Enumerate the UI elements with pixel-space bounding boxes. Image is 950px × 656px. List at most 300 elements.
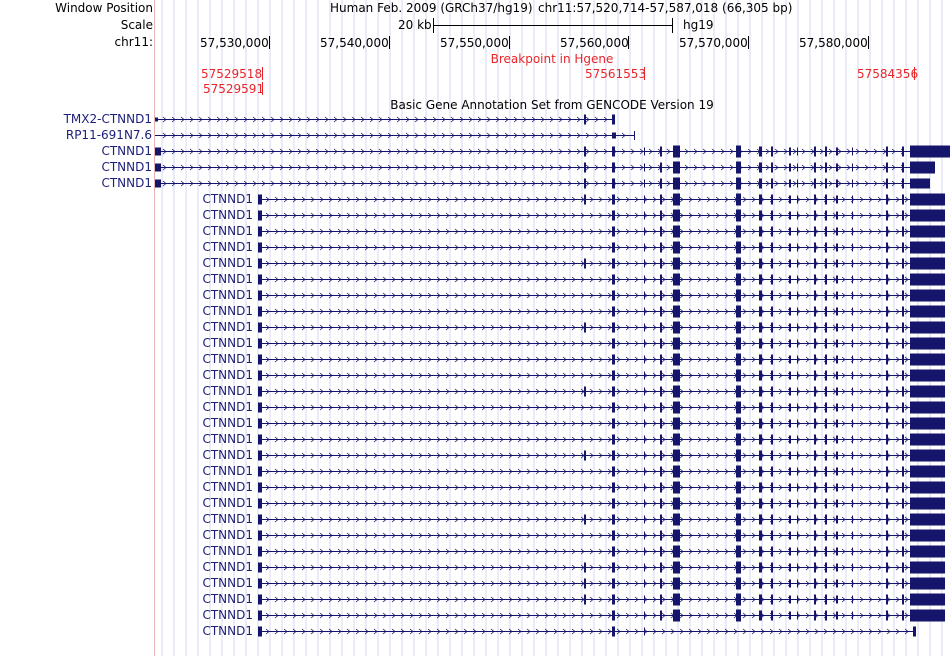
exon-block [258, 611, 262, 621]
exon-block [886, 483, 888, 493]
exon-block [673, 258, 680, 270]
exon-block [771, 371, 773, 381]
exon-block [836, 500, 838, 508]
exon-block [771, 531, 773, 541]
exon-block [814, 307, 816, 317]
gene-label[interactable]: CTNND1 [202, 400, 253, 414]
exon-block [258, 275, 262, 285]
exon-block [797, 548, 798, 556]
exon-block [886, 147, 888, 157]
ruler-tick-label: 57,550,000 [440, 36, 509, 50]
exon-block [612, 133, 616, 139]
exon-block [814, 291, 816, 301]
gene-label[interactable]: CTNND1 [202, 384, 253, 398]
exon-block [612, 419, 615, 429]
exon-block [825, 243, 827, 253]
exon-block [771, 547, 773, 557]
exon-block [814, 563, 816, 573]
exon-block [814, 163, 816, 173]
exon-block [612, 627, 615, 637]
transcript [258, 562, 945, 574]
exon-block [736, 370, 741, 382]
exon-block [825, 259, 827, 269]
exon-block [584, 387, 586, 397]
exon-block [836, 596, 838, 604]
gene-label[interactable]: CTNND1 [202, 416, 253, 430]
exon-block [736, 418, 741, 430]
exon-block [886, 531, 888, 541]
exon-block [825, 387, 827, 397]
exon-block [852, 564, 853, 572]
exon-block [612, 563, 615, 573]
gene-label[interactable]: CTNND1 [202, 592, 253, 606]
exon-block [797, 420, 798, 428]
exon-block [852, 356, 853, 364]
exon-block [902, 531, 904, 541]
exon-block [797, 596, 798, 604]
exon-block [902, 563, 904, 573]
ruler-tick-label: 57,560,000 [560, 36, 629, 50]
exon-block [612, 467, 615, 477]
gene-label[interactable]: CTNND1 [101, 160, 152, 174]
exon-block [771, 579, 773, 589]
exon-block [797, 484, 798, 492]
exon-block [886, 611, 888, 621]
gene-label[interactable]: CTNND1 [202, 528, 253, 542]
exon-block [759, 195, 762, 205]
exon-block [644, 548, 645, 556]
exon-block [886, 499, 888, 509]
exon-block [902, 291, 904, 301]
exon-block [736, 338, 741, 350]
exon-block [852, 372, 853, 380]
exon-block [736, 194, 741, 206]
gene-label[interactable]: CTNND1 [202, 240, 253, 254]
gene-label[interactable]: CTNND1 [202, 576, 253, 590]
exon-block [910, 514, 945, 526]
exon-block [825, 483, 827, 493]
gene-label[interactable]: CTNND1 [202, 368, 253, 382]
transcript [258, 498, 945, 510]
exon-block [814, 451, 816, 461]
exon-block [836, 276, 838, 284]
exon-block [612, 179, 615, 189]
exon-block [759, 355, 762, 365]
exon-block [789, 228, 791, 236]
exon-block [759, 611, 762, 621]
exon-block [736, 562, 741, 574]
exon-block [886, 275, 888, 285]
exon-block [759, 403, 762, 413]
exon-block [797, 564, 798, 572]
exon-block [612, 531, 615, 541]
exon-block [660, 291, 662, 301]
exon-block [910, 386, 945, 398]
exon-block [797, 228, 798, 236]
gene-label[interactable]: CTNND1 [202, 272, 253, 286]
exon-block [660, 563, 662, 573]
exon-block [644, 180, 645, 188]
exon-block [797, 436, 798, 444]
exon-block [673, 530, 680, 542]
exon-block [660, 435, 662, 445]
exon-block [797, 468, 798, 476]
gene-label[interactable]: CTNND1 [202, 320, 253, 334]
transcript [258, 354, 945, 366]
exon-block [910, 434, 945, 446]
exon-block [736, 226, 741, 238]
exon-block [886, 355, 888, 365]
exon-block [736, 290, 741, 302]
exon-block [825, 211, 827, 221]
exon-block [886, 467, 888, 477]
exon-block [771, 419, 773, 429]
gene-label[interactable]: CTNND1 [202, 544, 253, 558]
transcript [258, 627, 916, 637]
exon-block [814, 371, 816, 381]
exon-block [814, 339, 816, 349]
gene-label[interactable]: CTNND1 [202, 352, 253, 366]
gene-label[interactable]: CTNND1 [202, 448, 253, 462]
exon-block [612, 595, 615, 605]
exon-block [825, 323, 827, 333]
exon-block [910, 498, 945, 510]
ruler-tick-label: 57,580,000 [799, 36, 868, 50]
exon-block [258, 371, 262, 381]
exon-block [612, 323, 615, 333]
exon-block [797, 164, 798, 172]
exon-block [910, 530, 945, 542]
exon-block [673, 514, 680, 526]
exon-block [612, 291, 615, 301]
gene-label[interactable]: CTNND1 [202, 624, 253, 638]
exon-block [836, 164, 838, 172]
exon-block [902, 243, 904, 253]
exon-block [836, 388, 838, 396]
exon-block [886, 211, 888, 221]
exon-block [736, 274, 741, 286]
exon-block [771, 611, 773, 621]
exon-block [825, 499, 827, 509]
exon-block [771, 563, 773, 573]
exon-block [814, 355, 816, 365]
exon-block [789, 580, 791, 588]
exon-block [759, 499, 762, 509]
exon-block [825, 291, 827, 301]
exon-block [836, 468, 838, 476]
breakpoint-label[interactable]: 57584356 [857, 67, 919, 81]
transcript [258, 466, 945, 478]
exon-block [258, 547, 262, 557]
exon-block [258, 403, 262, 413]
exon-block [155, 164, 161, 172]
exon-block [660, 499, 662, 509]
exon-block [852, 484, 853, 492]
exon-block [886, 163, 888, 173]
exon-block [902, 579, 904, 589]
exon-block [736, 354, 741, 366]
exon-block [612, 115, 615, 125]
exon-block [736, 162, 741, 174]
gene-label[interactable]: CTNND1 [101, 144, 152, 158]
exon-block [886, 371, 888, 381]
exon-block [886, 595, 888, 605]
exon-block [825, 563, 827, 573]
exon-block [814, 435, 816, 445]
exon-block [852, 340, 853, 348]
exon-block [836, 292, 838, 300]
exon-block [644, 404, 645, 412]
exon-block [673, 386, 680, 398]
exon-block [902, 435, 904, 445]
transcript [258, 514, 945, 526]
exon-block [797, 340, 798, 348]
exon-block [836, 532, 838, 540]
position-text: chr11:57,520,714-57,587,018 (66,305 bp) [538, 1, 793, 15]
transcript [258, 546, 945, 558]
exon-block [644, 324, 645, 332]
breakpoint-label[interactable]: 57561553 [585, 67, 647, 81]
exon-block [258, 339, 262, 349]
exon-block [660, 451, 662, 461]
exon-block [902, 211, 904, 221]
exon-block [660, 515, 662, 525]
exon-block [736, 178, 741, 190]
exon-block [736, 434, 741, 446]
exon-block [852, 260, 853, 268]
exon-block [673, 354, 680, 366]
exon-block [612, 515, 615, 525]
gene-label[interactable]: CTNND1 [202, 480, 253, 494]
gene-label[interactable]: CTNND1 [202, 304, 253, 318]
exon-block [258, 435, 262, 445]
gene-label[interactable]: CTNND1 [202, 496, 253, 510]
exon-block [736, 482, 741, 494]
transcript [155, 131, 635, 140]
exon-block [825, 275, 827, 285]
exon-block [584, 195, 586, 205]
exon-block [660, 595, 662, 605]
exon-block [612, 579, 615, 589]
exon-block [736, 450, 741, 462]
gene-label[interactable]: CTNND1 [202, 224, 253, 238]
exon-block [852, 404, 853, 412]
exon-block [814, 243, 816, 253]
exon-block [771, 515, 773, 525]
exon-block [836, 244, 838, 252]
exon-block [910, 162, 935, 174]
gene-label[interactable]: CTNND1 [202, 608, 253, 622]
exon-block [836, 356, 838, 364]
transcript [258, 274, 945, 286]
exon-block [797, 308, 798, 316]
exon-block [852, 276, 853, 284]
exon-block [612, 451, 615, 461]
exon-block [789, 308, 791, 316]
exon-block [771, 499, 773, 509]
exon-block [836, 228, 838, 236]
transcript [155, 115, 615, 125]
transcript [258, 610, 945, 622]
exon-block [852, 180, 853, 188]
exon-block [759, 307, 762, 317]
gene-label[interactable]: TMX2-CTNND1 [63, 112, 152, 126]
exon-block [759, 547, 762, 557]
exon-block [836, 372, 838, 380]
gene-label[interactable]: RP11-691N7.6 [65, 128, 152, 142]
gene-label[interactable]: CTNND1 [202, 336, 253, 350]
exon-block [660, 259, 662, 269]
exon-block [814, 211, 816, 221]
transcript [258, 418, 945, 430]
gene-label[interactable]: CTNND1 [202, 560, 253, 574]
exon-block [836, 484, 838, 492]
exon-block [852, 500, 853, 508]
breakpoint-label[interactable]: 57529591 [203, 82, 265, 96]
exon-block [910, 194, 945, 206]
gene-label[interactable]: CTNND1 [202, 192, 253, 206]
exon-block [644, 500, 645, 508]
exon-block [836, 580, 838, 588]
exon-block [797, 532, 798, 540]
gene-label[interactable]: CTNND1 [202, 288, 253, 302]
exon-block [836, 148, 838, 156]
exon-block [644, 164, 645, 172]
exon-block [910, 322, 945, 334]
exon-block [660, 339, 662, 349]
exon-block [771, 403, 773, 413]
exon-block [612, 195, 615, 205]
exon-block [852, 148, 853, 156]
exon-block [736, 306, 741, 318]
exon-block [258, 483, 262, 493]
exon-block [736, 386, 741, 398]
exon-block [902, 339, 904, 349]
gene-label[interactable]: CTNND1 [202, 512, 253, 526]
exon-block [910, 226, 945, 238]
exon-block [736, 498, 741, 510]
exon-block [584, 147, 586, 157]
exon-block [612, 547, 615, 557]
exon-block [910, 258, 945, 270]
exon-block [660, 147, 662, 157]
exon-block [258, 307, 262, 317]
gene-label[interactable]: CTNND1 [202, 432, 253, 446]
transcript [258, 594, 945, 606]
exon-block [771, 483, 773, 493]
exon-block [825, 435, 827, 445]
exon-block [258, 579, 262, 589]
exon-block [258, 291, 262, 301]
exon-block [660, 243, 662, 253]
transcript [258, 338, 945, 350]
exon-block [836, 308, 838, 316]
exon-block [825, 163, 827, 173]
exon-block [902, 227, 904, 237]
exon-block [644, 276, 645, 284]
exon-block [886, 387, 888, 397]
exon-block [584, 515, 586, 525]
exon-block [771, 387, 773, 397]
exon-block [155, 118, 158, 122]
exon-block [852, 420, 853, 428]
exon-block [852, 452, 853, 460]
exon-block [660, 355, 662, 365]
exon-block [258, 563, 262, 573]
exon-block [814, 259, 816, 269]
exon-block [759, 211, 762, 221]
exon-block [836, 196, 838, 204]
exon-block [825, 419, 827, 429]
exon-block [673, 498, 680, 510]
exon-block [660, 467, 662, 477]
exon-block [673, 562, 680, 574]
exon-block [660, 403, 662, 413]
exon-block [789, 548, 791, 556]
transcript [258, 402, 945, 414]
gene-label[interactable]: CTNND1 [101, 176, 152, 190]
exon-block [814, 611, 816, 621]
exon-block [644, 292, 645, 300]
exon-block [612, 243, 615, 253]
exon-block [836, 420, 838, 428]
exon-block [584, 563, 586, 573]
exon-block [644, 356, 645, 364]
exon-block [673, 162, 680, 174]
gene-label[interactable]: CTNND1 [202, 256, 253, 270]
exon-block [660, 227, 662, 237]
exon-block [814, 323, 816, 333]
exon-block [644, 580, 645, 588]
exon-block [771, 323, 773, 333]
transcript [155, 146, 950, 158]
exon-block [660, 307, 662, 317]
exon-block [673, 306, 680, 318]
exon-block [584, 451, 586, 461]
exon-block [789, 180, 791, 188]
exon-block [155, 180, 161, 188]
exon-block [789, 612, 791, 620]
exon-block [910, 578, 945, 590]
exon-block [910, 306, 945, 318]
exon-block [258, 595, 262, 605]
scale-label: Scale [120, 18, 153, 32]
exon-block [789, 532, 791, 540]
gene-label[interactable]: CTNND1 [202, 208, 253, 222]
exon-block [771, 355, 773, 365]
exon-block [584, 323, 586, 333]
transcript [155, 162, 935, 174]
exon-block [771, 291, 773, 301]
exon-block [759, 531, 762, 541]
transcript [258, 386, 945, 398]
breakpoint-label[interactable]: 57529518 [201, 67, 263, 81]
exon-block [673, 194, 680, 206]
exon-block [584, 179, 586, 189]
exon-block [852, 292, 853, 300]
exon-block [886, 307, 888, 317]
exon-block [910, 610, 945, 622]
exon-block [644, 260, 645, 268]
exon-block [886, 451, 888, 461]
exon-block [612, 499, 615, 509]
exon-block [660, 371, 662, 381]
gene-label[interactable]: CTNND1 [202, 464, 253, 478]
exon-block [584, 163, 586, 173]
exon-block [673, 434, 680, 446]
exon-block [759, 579, 762, 589]
exon-block [825, 179, 827, 189]
